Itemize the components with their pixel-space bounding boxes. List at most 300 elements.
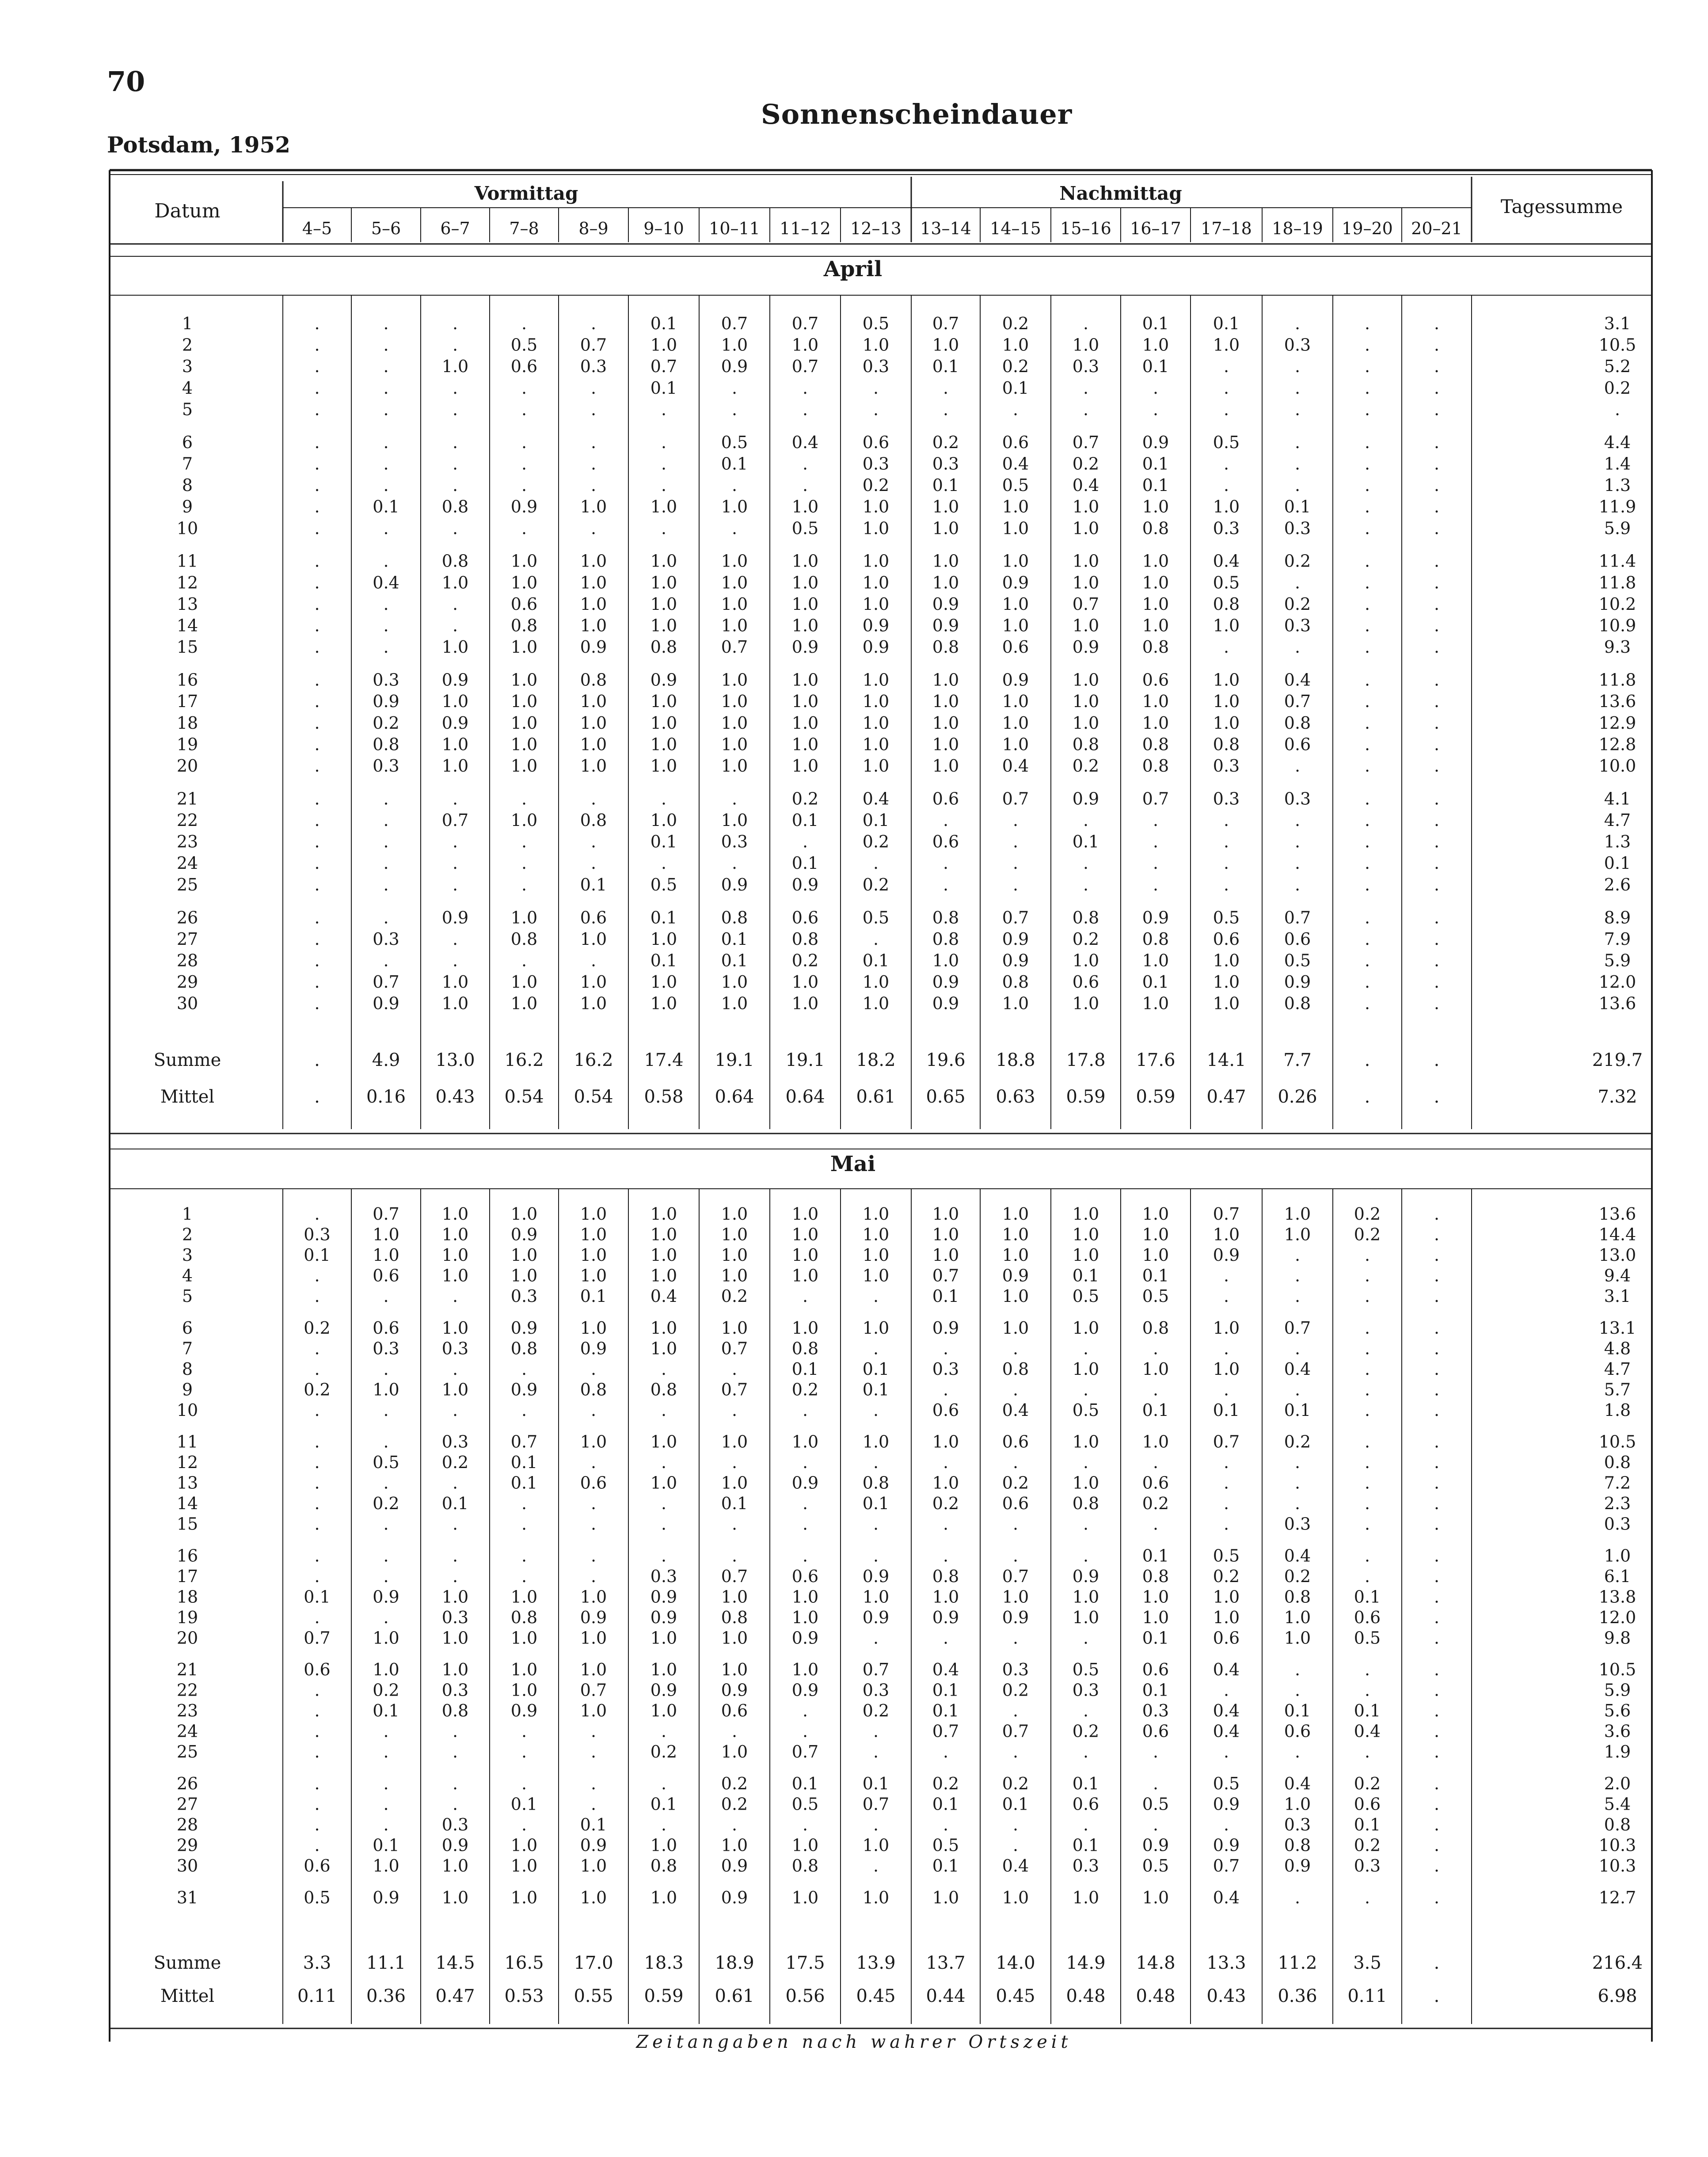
hour-value: 0.2 <box>650 1742 677 1762</box>
hour-value: . <box>383 637 389 657</box>
daily-total: 11.8 <box>1598 670 1636 690</box>
hour-value: 0.9 <box>1142 1835 1169 1855</box>
hour-value: 0.5 <box>1142 1286 1169 1306</box>
hour-value: 0.1 <box>862 1774 890 1793</box>
hour-value: 1.0 <box>441 1887 469 1907</box>
hour-value: 0.6 <box>304 1660 331 1680</box>
hour-value: 0.1 <box>791 1774 819 1793</box>
hour-value: . <box>383 432 389 452</box>
hour-value: 1.0 <box>650 1701 677 1721</box>
summe-value: 7.7 <box>1283 1050 1312 1070</box>
hour-value: 0.8 <box>580 810 607 830</box>
hour-value: 0.6 <box>304 1856 331 1875</box>
hour-value: 1.0 <box>373 1225 399 1244</box>
hour-value: 0.5 <box>1213 1546 1240 1566</box>
hour-value: . <box>1434 1566 1440 1586</box>
hour-value: . <box>1364 1245 1370 1265</box>
hour-value: . <box>521 853 527 873</box>
day-label: 5 <box>182 1286 193 1306</box>
day-label: 30 <box>176 1856 198 1875</box>
hour-value: . <box>1434 1887 1440 1907</box>
hour-value: 0.8 <box>1142 929 1169 949</box>
hour-value: . <box>661 432 667 452</box>
hour-value: . <box>590 1721 597 1741</box>
hour-value: . <box>383 875 389 894</box>
hour-value: . <box>1294 853 1301 873</box>
hour-value: 1.0 <box>510 972 538 992</box>
hour-value: 1.0 <box>932 551 959 571</box>
hour-value: . <box>1434 1286 1440 1306</box>
hour-value: 1.0 <box>1002 692 1029 711</box>
hour-value: 1.0 <box>721 1742 748 1762</box>
hour-value: 0.1 <box>510 1453 538 1472</box>
summe-label: Summe <box>153 1953 221 1973</box>
hour-value: . <box>1434 594 1440 614</box>
hour-value: 0.9 <box>1002 1266 1029 1286</box>
hour-value: . <box>1364 432 1370 452</box>
hour-value: 0.8 <box>441 1701 469 1721</box>
day-label: 3 <box>182 1245 193 1265</box>
summe-value: 14.8 <box>1136 1953 1175 1973</box>
hour-value: 1.0 <box>373 1245 399 1265</box>
hour-value: 1.0 <box>721 734 748 754</box>
hour-value: . <box>1364 1453 1370 1472</box>
daily-total: . <box>1614 399 1621 419</box>
hour-value: . <box>1083 1742 1089 1762</box>
hour-value: 0.3 <box>1284 616 1311 635</box>
hour-value: 1.0 <box>791 335 819 355</box>
hour-value: . <box>731 853 738 873</box>
hour-value: 1.0 <box>932 518 959 538</box>
day-label: 25 <box>176 875 198 894</box>
hour-value: 0.7 <box>791 1742 819 1762</box>
hour-value: 0.9 <box>373 1887 399 1907</box>
hour-value: 0.2 <box>1002 357 1029 377</box>
hour-value: 0.3 <box>373 756 399 776</box>
hour-value: . <box>731 1546 738 1566</box>
hour-value: . <box>943 1815 949 1834</box>
hour-value: 1.0 <box>932 1432 959 1452</box>
hour-column-header: 17–18 <box>1201 219 1252 238</box>
hour-value: . <box>1223 454 1229 474</box>
hour-value: 1.0 <box>791 756 819 776</box>
hour-value: 0.8 <box>1142 518 1169 538</box>
hour-value: 0.2 <box>1354 1774 1381 1793</box>
hour-value: 1.0 <box>580 1887 607 1907</box>
hour-value: 0.1 <box>580 875 607 894</box>
hour-value: 0.5 <box>650 875 677 894</box>
hour-value: 0.4 <box>650 1286 677 1306</box>
hour-value: 0.3 <box>1354 1856 1381 1875</box>
hour-value: 0.9 <box>441 670 469 690</box>
hour-value: . <box>1434 399 1440 419</box>
hour-value: 0.2 <box>791 789 819 809</box>
hour-value: . <box>943 1339 949 1358</box>
hour-value: . <box>1223 1494 1229 1514</box>
hour-value: 0.9 <box>1072 789 1099 809</box>
hour-value: . <box>1223 1742 1229 1762</box>
hour-value: 1.0 <box>862 993 890 1013</box>
hour-value: 1.0 <box>650 929 677 949</box>
hour-value: . <box>314 908 320 928</box>
mittel-total: 7.32 <box>1598 1087 1637 1107</box>
hour-value: 1.0 <box>650 734 677 754</box>
hour-value: 0.7 <box>1213 1432 1240 1452</box>
hour-value: 0.8 <box>1072 1494 1099 1514</box>
hour-value: . <box>590 1359 597 1379</box>
hour-value: 0.7 <box>1002 908 1029 928</box>
hour-value: 0.6 <box>1284 929 1311 949</box>
hour-value: 1.0 <box>1142 1432 1169 1452</box>
hour-column-header: 15–16 <box>1060 219 1111 238</box>
day-label: 29 <box>176 1835 198 1855</box>
hour-value: . <box>1012 1453 1019 1472</box>
hour-value: 0.6 <box>510 594 538 614</box>
hour-value: . <box>661 1774 667 1793</box>
mittel-value: 0.47 <box>1206 1087 1246 1107</box>
hour-value: 1.0 <box>932 1473 959 1493</box>
hour-value: 0.4 <box>1284 1359 1311 1379</box>
hour-value: 1.0 <box>650 335 677 355</box>
daily-total: 12.7 <box>1598 1887 1636 1907</box>
hour-value: 1.0 <box>441 1628 469 1648</box>
hour-value: . <box>383 551 389 571</box>
daily-total: 13.6 <box>1598 1204 1636 1224</box>
hour-value: . <box>521 314 527 333</box>
hour-value: 1.0 <box>580 551 607 571</box>
hour-value: 0.1 <box>862 1359 890 1379</box>
hour-value: 1.0 <box>650 1318 677 1338</box>
hour-value: 0.1 <box>791 853 819 873</box>
hour-value: . <box>1434 616 1440 635</box>
summe-value: 17.0 <box>574 1953 613 1973</box>
hour-value: 1.0 <box>1213 1607 1240 1627</box>
hour-value: . <box>1294 1266 1301 1286</box>
hour-value: . <box>1364 551 1370 571</box>
hour-value: 1.0 <box>650 756 677 776</box>
hour-value: 1.0 <box>1142 1204 1169 1224</box>
hour-value: 0.9 <box>862 616 890 635</box>
hour-value: 1.0 <box>1072 551 1099 571</box>
hour-value: . <box>590 314 597 333</box>
hour-value: . <box>1434 518 1440 538</box>
hour-value: . <box>314 713 320 733</box>
hour-value: 0.1 <box>862 1380 890 1400</box>
hour-value: . <box>1294 1339 1301 1358</box>
hour-value: . <box>590 1566 597 1586</box>
hour-value: . <box>731 476 738 495</box>
hour-value: 0.6 <box>791 908 819 928</box>
hour-value: . <box>1434 335 1440 355</box>
hour-value: 0.2 <box>721 1794 748 1814</box>
hour-value: 1.0 <box>580 929 607 949</box>
hour-value: . <box>383 335 389 355</box>
day-label: 28 <box>176 1815 198 1834</box>
hour-value: . <box>1364 357 1370 377</box>
hour-value: 1.0 <box>580 1856 607 1875</box>
hour-value: . <box>314 853 320 873</box>
hour-value: 1.0 <box>862 497 890 517</box>
hour-value: 1.0 <box>441 1380 469 1400</box>
hour-value: . <box>314 314 320 333</box>
hour-value: . <box>452 594 458 614</box>
hour-value: 0.5 <box>1142 1794 1169 1814</box>
hour-value: 1.0 <box>1002 1204 1029 1224</box>
hour-value: 1.0 <box>862 670 890 690</box>
hour-value: 0.7 <box>791 314 819 333</box>
hour-value: . <box>590 399 597 419</box>
hour-value: 0.4 <box>1213 1660 1240 1680</box>
hour-value: . <box>1364 908 1370 928</box>
hour-value: 0.1 <box>1002 378 1029 398</box>
hour-value: . <box>1364 1432 1370 1452</box>
hour-value: . <box>314 692 320 711</box>
day-label: 2 <box>182 1225 193 1244</box>
month-name: Mai <box>830 1152 876 1176</box>
hour-value: 0.1 <box>932 1680 959 1700</box>
hour-value: . <box>452 432 458 452</box>
hour-value: . <box>1434 1225 1440 1244</box>
hour-value: 0.2 <box>1072 1721 1099 1741</box>
hour-value: 0.5 <box>1072 1286 1099 1306</box>
hour-value: . <box>1012 875 1019 894</box>
hour-value: 0.8 <box>791 929 819 949</box>
day-label: 17 <box>176 1566 198 1586</box>
hour-value: . <box>314 670 320 690</box>
hour-value: 0.7 <box>510 1432 538 1452</box>
hour-value: 1.0 <box>862 1266 890 1286</box>
hour-value: . <box>1364 1339 1370 1358</box>
hour-value: 1.0 <box>932 1887 959 1907</box>
mittel-value: . <box>1364 1087 1370 1107</box>
mittel-value: 0.64 <box>785 1087 825 1107</box>
hour-value: 1.0 <box>510 1204 538 1224</box>
hour-value: 1.0 <box>441 734 469 754</box>
hour-value: . <box>873 1400 879 1420</box>
day-label: 9 <box>182 1380 193 1400</box>
day-label: 11 <box>176 1432 198 1452</box>
hour-value: 1.0 <box>1213 670 1240 690</box>
hour-value: 0.7 <box>1002 1721 1029 1741</box>
day-label: 10 <box>176 1400 198 1420</box>
hour-value: 1.0 <box>1213 1225 1240 1244</box>
hour-value: 1.0 <box>1284 1628 1311 1648</box>
hour-value: . <box>1364 1318 1370 1338</box>
hour-value: 0.1 <box>1142 1628 1169 1648</box>
hour-value: 0.3 <box>441 1815 469 1834</box>
hour-value: . <box>314 594 320 614</box>
summe-value: 3.3 <box>303 1953 331 1973</box>
hour-value: 0.9 <box>932 1318 959 1338</box>
hour-value: 1.0 <box>721 1204 748 1224</box>
hour-value: 0.9 <box>373 1587 399 1607</box>
hour-value: . <box>383 314 389 333</box>
hour-value: 0.7 <box>721 637 748 657</box>
hour-value: 0.3 <box>373 1339 399 1358</box>
hour-value: 0.9 <box>373 692 399 711</box>
hour-value: 1.0 <box>1072 713 1099 733</box>
hour-value: . <box>1153 1742 1159 1762</box>
hour-value: 1.0 <box>373 1628 399 1648</box>
hour-value: . <box>314 1607 320 1627</box>
hour-value: . <box>314 616 320 635</box>
hour-value: . <box>1364 1660 1370 1680</box>
hour-value: . <box>590 378 597 398</box>
hour-value: . <box>314 756 320 776</box>
hour-value: 0.3 <box>373 929 399 949</box>
hour-value: 1.0 <box>1213 335 1240 355</box>
hour-value: 1.0 <box>721 692 748 711</box>
daily-total: 5.9 <box>1604 518 1631 538</box>
summe-value: . <box>1434 1050 1440 1070</box>
hour-value: 0.6 <box>1142 1660 1169 1680</box>
hour-value: . <box>314 1566 320 1586</box>
hour-value: 1.0 <box>1072 951 1099 970</box>
hour-value: 0.1 <box>1142 314 1169 333</box>
hour-value: . <box>314 789 320 809</box>
hour-value: 0.6 <box>1354 1794 1381 1814</box>
hour-value: . <box>1223 1380 1229 1400</box>
hour-value: 0.9 <box>510 1318 538 1338</box>
hour-value: 0.2 <box>304 1318 331 1338</box>
hour-value: 1.0 <box>1284 1204 1311 1224</box>
hour-value: 0.8 <box>1284 713 1311 733</box>
hour-value: . <box>1434 1473 1440 1493</box>
hour-value: . <box>873 1721 879 1741</box>
hour-value: 0.5 <box>862 314 890 333</box>
daily-total: 7.9 <box>1604 929 1631 949</box>
hour-value: 0.9 <box>373 993 399 1013</box>
hour-value: 1.0 <box>1002 335 1029 355</box>
hour-value: . <box>521 1494 527 1514</box>
mittel-value: 0.36 <box>366 1986 406 2006</box>
hour-value: . <box>314 1266 320 1286</box>
daily-total: 1.3 <box>1604 832 1631 852</box>
hour-value: 1.0 <box>1002 1225 1029 1244</box>
hour-value: . <box>661 1514 667 1534</box>
hour-value: . <box>1434 789 1440 809</box>
day-label: 24 <box>176 853 198 873</box>
daily-total: 10.3 <box>1598 1835 1636 1855</box>
hour-value: 0.2 <box>791 1380 819 1400</box>
hour-value: . <box>1012 1628 1019 1648</box>
hour-value: . <box>1153 810 1159 830</box>
hour-value: . <box>383 378 389 398</box>
hour-value: . <box>314 1815 320 1834</box>
hour-value: 1.0 <box>580 1432 607 1452</box>
hour-value: 1.0 <box>650 1204 677 1224</box>
vormittag-header: Vormittag <box>474 183 578 204</box>
hour-value: . <box>661 1815 667 1834</box>
hour-value: 1.0 <box>510 573 538 593</box>
hour-value: 0.5 <box>1002 476 1029 495</box>
hour-value: 0.6 <box>1002 1494 1029 1514</box>
hour-value: . <box>521 951 527 970</box>
hour-value: 0.1 <box>1072 1266 1099 1286</box>
hour-value: . <box>1364 335 1370 355</box>
hour-value: 0.8 <box>510 1607 538 1627</box>
hour-value: 0.7 <box>580 335 607 355</box>
daily-total: 13.6 <box>1598 692 1636 711</box>
mittel-label: Mittel <box>160 1087 215 1107</box>
hour-value: . <box>1364 1400 1370 1420</box>
hour-value: . <box>873 1453 879 1472</box>
hour-value: 1.0 <box>1142 594 1169 614</box>
hour-value: 0.5 <box>791 518 819 538</box>
hour-value: . <box>383 594 389 614</box>
hour-value: . <box>383 908 389 928</box>
hour-value: . <box>1364 1380 1370 1400</box>
hour-value: 1.0 <box>1142 1245 1169 1265</box>
hour-value: 1.0 <box>1213 497 1240 517</box>
hour-value: . <box>1083 378 1089 398</box>
hour-value: 0.9 <box>721 1856 748 1875</box>
day-label: 9 <box>182 497 193 517</box>
hour-value: 0.1 <box>650 908 677 928</box>
hour-value: . <box>661 518 667 538</box>
hour-value: 0.9 <box>580 1607 607 1627</box>
hour-value: . <box>521 399 527 419</box>
hour-value: 1.0 <box>510 713 538 733</box>
hour-value: . <box>452 875 458 894</box>
hour-value: . <box>590 1774 597 1793</box>
hour-value: . <box>1364 1742 1370 1762</box>
hour-value: 0.2 <box>1354 1225 1381 1244</box>
hour-value: 1.0 <box>510 810 538 830</box>
hour-value: 0.8 <box>650 1380 677 1400</box>
mittel-value: 0.59 <box>1136 1087 1175 1107</box>
hour-value: . <box>1083 1628 1089 1648</box>
hour-value: 0.8 <box>1142 1566 1169 1586</box>
hour-value: 1.0 <box>721 1660 748 1680</box>
hour-value: 0.9 <box>862 1566 890 1586</box>
hour-value: . <box>521 1815 527 1834</box>
hour-value: . <box>452 1721 458 1741</box>
hour-value: 0.9 <box>650 670 677 690</box>
hour-value: 1.0 <box>1002 993 1029 1013</box>
hour-value: 1.0 <box>932 734 959 754</box>
hour-value: . <box>590 454 597 474</box>
hour-value: 1.0 <box>791 1432 819 1452</box>
hour-value: 1.0 <box>510 1835 538 1855</box>
hour-value: 1.0 <box>1213 1359 1240 1379</box>
hour-value: 1.0 <box>1072 616 1099 635</box>
hour-value: 0.1 <box>1142 1400 1169 1420</box>
summe-label: Summe <box>153 1050 221 1070</box>
hour-value: 0.5 <box>510 335 538 355</box>
hour-value: . <box>314 1400 320 1420</box>
mittel-value: 0.59 <box>644 1986 684 2006</box>
hour-value: . <box>1364 951 1370 970</box>
hour-value: 0.6 <box>932 789 959 809</box>
hour-value: 0.6 <box>373 1266 399 1286</box>
hour-value: 1.0 <box>650 972 677 992</box>
hour-value: 1.0 <box>932 670 959 690</box>
hour-value: 1.0 <box>1002 518 1029 538</box>
hour-value: 0.9 <box>1284 1856 1311 1875</box>
daily-total: 1.4 <box>1604 454 1631 474</box>
hour-value: 0.3 <box>1072 1856 1099 1875</box>
hour-value: 0.9 <box>441 1835 469 1855</box>
hour-value: . <box>943 1380 949 1400</box>
hour-value: 1.0 <box>580 1587 607 1607</box>
hour-value: . <box>521 1546 527 1566</box>
hour-value: 0.7 <box>1072 594 1099 614</box>
day-label: 28 <box>176 951 198 970</box>
hour-value: 0.9 <box>1002 951 1029 970</box>
hour-value: . <box>1223 1514 1229 1534</box>
hour-value: . <box>1434 1794 1440 1814</box>
